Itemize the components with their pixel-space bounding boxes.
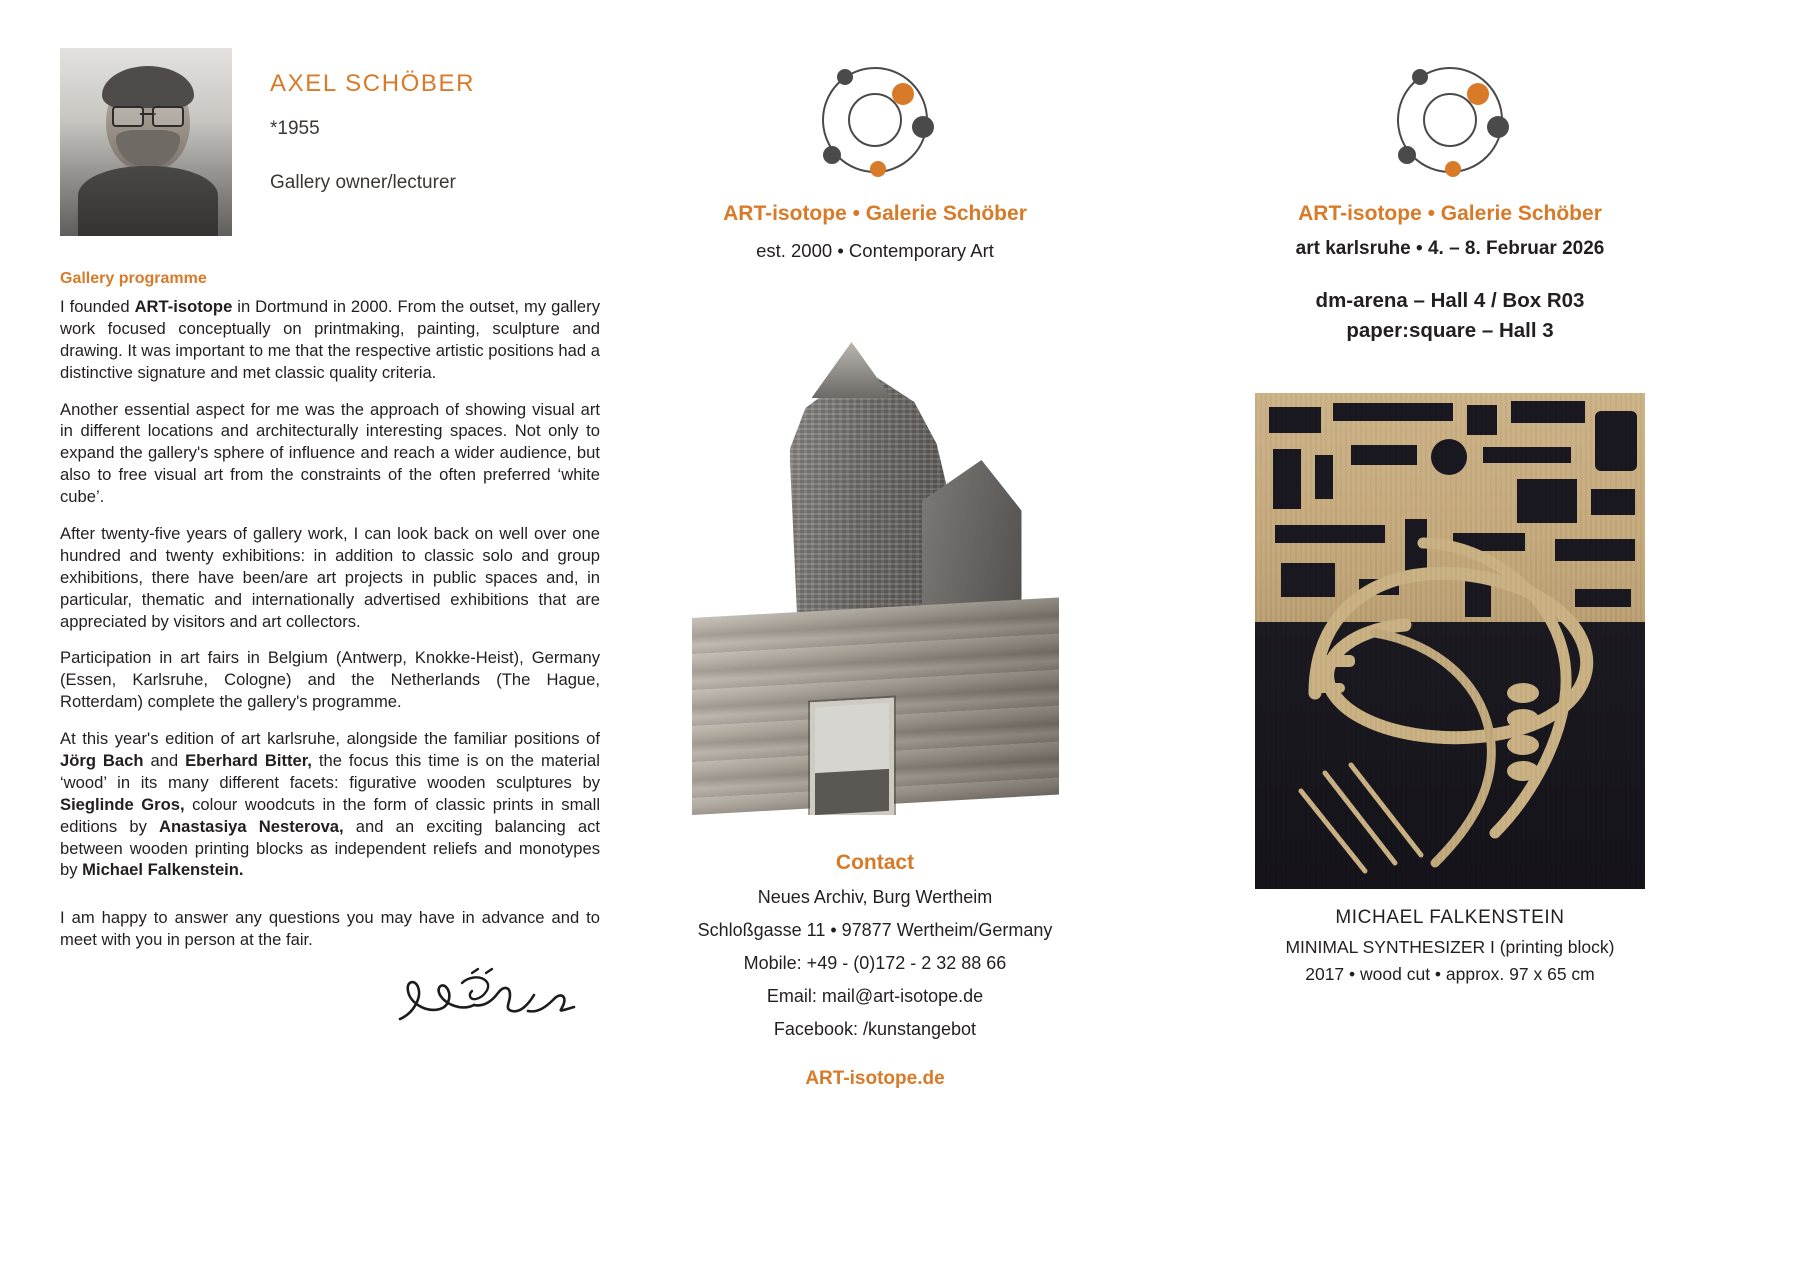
portrait-header: [60, 48, 600, 236]
contact-line-facebook[interactable]: Facebook: /kunstangebot: [773, 1019, 977, 1039]
paragraph-1: I founded ART-isotope in Dortmund in 2000. From the outset, my gallery work focused conceptually on printmaking, painting, sculpture and drawing. It was important to me that the respective artistic positions had a distinctive signature and met classic quality criteria.: [60, 297, 600, 382]
contact-line-email[interactable]: Email: mail@art-isotope.de: [766, 986, 984, 1006]
portrait-photo: [60, 48, 232, 236]
artwork-meta: 2017 • wood cut • approx. 97 x 65 cm: [1305, 964, 1595, 985]
paragraph-3: After twenty-five years of gallery work, I can look back on well over one hundred and twenty exhibitions: in addition to classic solo and group exhibitions, there have been/are art projects in public spaces and, in particular, thematic and internationally advertised exhibitions that are appreciated by visitors and art collectors.: [60, 524, 600, 631]
contact-title: Contact: [835, 851, 915, 874]
left-column: [60, 48, 600, 1039]
programme-text: [60, 296, 600, 951]
artwork-artist: MICHAEL FALKENSTEIN: [1335, 907, 1565, 929]
glasses-icon: [112, 106, 184, 123]
art-isotope-logo: [660, 48, 1090, 198]
person-name: AXEL SCHÖBER: [270, 70, 476, 97]
contact-line-1: Neues Archiv, Burg Wertheim: [757, 887, 993, 907]
artwork-title: MINIMAL SYNTHESIZER I (printing block): [1285, 937, 1615, 958]
brand-title-right: ART-isotope • Galerie Schöber: [1298, 202, 1602, 225]
artwork-image: [1255, 393, 1645, 889]
website-link[interactable]: ART-isotope.de: [805, 1068, 945, 1089]
signature: [60, 967, 600, 1039]
paragraph-2: Another essential aspect for me was the approach of showing visual art in different locations and architecturally interesting spaces. Not only to expand the gallery's sphere of influence and reach a wider audience, but also to free visual art from the constraints of the often preferred ‘white cube’.: [60, 399, 600, 507]
paragraph-5: At this year's edition of art karlsruhe, alongside the familiar positions of Jörg Bach and Eberhard Bitter, the focus this time is on the material ‘wood’ in its many different facets: figurative wooden sculptures by Sieglinde Gros, colour woodcuts in the form of classic prints in small editions by Anastasiya Nesterova, and an exciting balancing act between wooden printing blocks as independent reliefs and monotypes by Michael Falkenstein.: [60, 729, 601, 880]
paragraph-6: I am happy to answer any questions you may have in advance and to meet with you in person at the fair.: [60, 908, 600, 950]
hall-info: [1230, 286, 1670, 345]
programme-title: Gallery programme: [60, 270, 207, 287]
person-info: [270, 48, 475, 194]
person-birth-year: *1955: [270, 118, 320, 139]
hall-line-1: dm-arena – Hall 4 / Box R03: [1315, 289, 1585, 312]
person-role: Gallery owner/lecturer: [270, 172, 456, 193]
art-isotope-logo-right: [1230, 48, 1670, 198]
fair-dates: art karlsruhe • 4. – 8. Februar 2026: [1295, 238, 1605, 259]
hall-line-2: paper:square – Hall 3: [1346, 318, 1554, 342]
brand-subtitle: est. 2000 • Contemporary Art: [756, 240, 994, 261]
paragraph-4: Participation in art fairs in Belgium (Antwerp, Knokke-Heist), Germany (Essen, Karlsruhe, Cologne) and the Netherlands (The Hague, Rotterdam) complete the gallery's programme.: [60, 648, 600, 712]
right-column: [1230, 48, 1670, 985]
contact-line-phone: Mobile: +49 - (0)172 - 2 32 88 66: [743, 953, 1007, 973]
brand-title-middle: ART-isotope • Galerie Schöber: [723, 202, 1027, 225]
contact-line-2: Schloßgasse 11 • 97877 Wertheim/Germany: [697, 920, 1053, 940]
building-photo: [692, 340, 1059, 815]
middle-column: [660, 48, 1090, 1090]
